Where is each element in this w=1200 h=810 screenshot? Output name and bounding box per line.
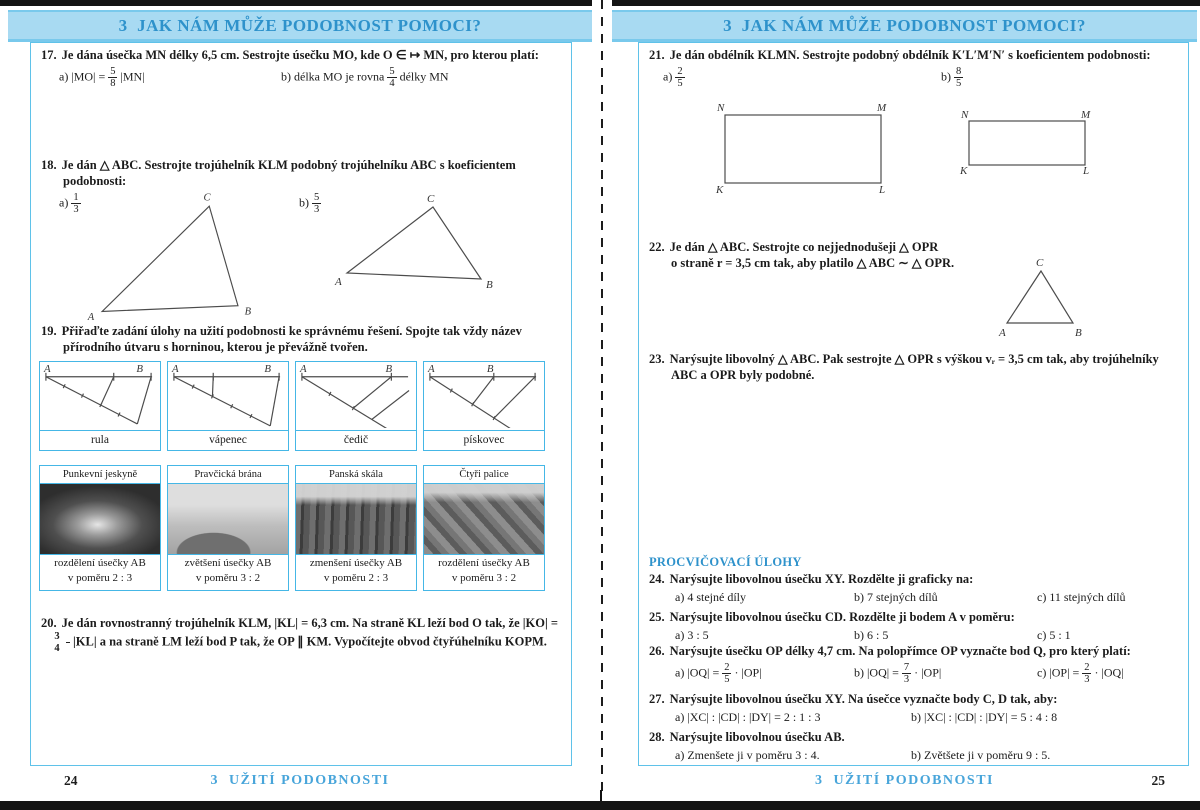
fraction-denominator: 3 [903, 674, 910, 686]
fraction-denominator: 5 [956, 78, 962, 90]
option-b [281, 66, 449, 89]
option-a [663, 66, 688, 89]
rectangle-outline [969, 121, 1085, 165]
chapter-header-title: 3 JAK NÁM MŮŽE PODOBNOST POMOCI? [118, 15, 482, 35]
option-c: c) 11 stejných dílů [1037, 590, 1126, 604]
fraction-denominator: 3 [73, 204, 79, 216]
problem-21-number: 21. [649, 48, 665, 62]
fraction [722, 662, 731, 685]
problem-26-statement [649, 643, 1180, 659]
mineral-caption: rula [40, 430, 160, 450]
option-b: b) Zvětšete ji v poměru 9 : 5. [911, 748, 1051, 762]
problem-21 [649, 47, 1180, 94]
problem-17 [41, 47, 563, 94]
fraction [312, 192, 321, 215]
left-page-footer [8, 769, 592, 793]
site-card-panska-skala [295, 465, 417, 591]
right-page [612, 10, 1197, 793]
construction-card-rula [39, 361, 161, 451]
problem-24-options [649, 590, 1180, 608]
site-card-pravcicka-brana [167, 465, 289, 591]
option-b-pre: b) [941, 69, 951, 84]
page-number: 25 [1151, 773, 1165, 788]
problem-17-statement [41, 47, 563, 63]
vertex-label-n: N [717, 102, 725, 114]
site-title: Čtyři palice [424, 466, 544, 484]
site-caption-line2: v poměru 3 : 2 [451, 572, 517, 584]
site-caption-line2: v poměru 3 : 2 [195, 572, 261, 584]
vertex-label-a: A [999, 327, 1006, 339]
vertex-label-b: B [1075, 327, 1082, 339]
page-number: 24 [64, 773, 78, 788]
option-c-pre: c) |OP| = [1037, 665, 1080, 680]
problem-23-number: 23. [649, 352, 665, 366]
option-b [299, 192, 324, 215]
option-b-pre: b) |OQ| = [854, 665, 899, 680]
site-caption-line2: v poměru 2 : 3 [323, 572, 389, 584]
vertex-label-c: C [427, 193, 435, 205]
segment-division-diagram [425, 363, 541, 427]
problem-28 [649, 729, 1180, 766]
option-a-pre: a) |OQ| = [675, 665, 720, 680]
fraction-denominator: 3 [314, 204, 320, 216]
problem-27-options [649, 710, 1180, 728]
photo-ctyri-palice [424, 484, 544, 555]
problem-22-statement-line1 [649, 239, 1180, 255]
endpoint-label-b: B [486, 363, 494, 375]
site-caption-line1: rozdělení úsečky AB [438, 557, 530, 569]
option-c [1037, 662, 1124, 685]
footer-section-title: 3 UŽITÍ PODOBNOSTI [814, 773, 995, 788]
problem-19-text: Přiřaďte zadání úlohy na užití podobnosti ke správnému řešení. Spojte tak vždy název přírodního útvaru s horninou, kterou je převážně tvořen. [61, 324, 522, 354]
problem-23 [649, 351, 1180, 383]
problem-24-text: Narýsujte libovolnou úsečku XY. Rozdělte ji graficky na: [669, 572, 974, 586]
site-card-ctyri-palice [423, 465, 545, 591]
problem-26-options [649, 662, 1180, 690]
triangle-abc-figure-22 [991, 257, 1086, 339]
option-a-post: |MN| [120, 69, 145, 84]
chapter-header-band [8, 10, 592, 42]
problem-21-options [649, 66, 1180, 94]
fraction-numerator: 3 [66, 631, 70, 643]
fraction-numerator: 2 [1084, 662, 1090, 673]
scan-top-bar-left [0, 0, 592, 6]
option-b-pre: b) [299, 195, 309, 210]
endpoint-label-a: A [43, 363, 51, 375]
fraction-denominator: 4 [54, 643, 60, 655]
chapter-header-band [612, 10, 1197, 42]
problem-25 [649, 609, 1180, 646]
site-caption-line1: zmenšení úsečky AB [309, 557, 403, 569]
option-a: a) 3 : 5 [675, 628, 709, 642]
site-title: Pravčická brána [168, 466, 288, 484]
site-caption-line2: v poměru 2 : 3 [67, 572, 133, 584]
site-caption [296, 555, 416, 588]
option-b-pre: b) délka MO je rovna [281, 69, 385, 84]
site-card-punkevni-jeskyne [39, 465, 161, 591]
problem-28-text: Narýsujte libovolnou úsečku AB. [669, 730, 845, 744]
problem-24-number: 24. [649, 572, 665, 586]
problem-27-number: 27. [649, 692, 665, 706]
problem-22-text-line2: o straně r = 3,5 cm tak, aby platilo △ ABC ∼ △ OPR. [671, 256, 955, 270]
triangle-abc-figure-small [331, 193, 496, 291]
fraction [954, 66, 963, 89]
option-b [854, 662, 941, 685]
option-a-pre: a) |MO| = [59, 69, 106, 84]
endpoint-label-b: B [136, 363, 143, 375]
option-a-pre: a) [59, 195, 69, 210]
problem-24-statement [649, 571, 1180, 587]
endpoint-label-a: A [299, 363, 307, 375]
construction-card-vapenec [167, 361, 289, 451]
problem-21-statement [649, 47, 1180, 63]
photo-pravcicka-brana [168, 484, 288, 555]
problem-27-statement [649, 691, 1180, 707]
vertex-label-k: K [716, 184, 724, 194]
problem-17-text: Je dána úsečka MN délky 6,5 cm. Sestrojte úsečku MO, kde O ∈ ↦ MN, pro kterou platí: [61, 48, 539, 62]
problem-27-text: Narýsujte libovolnou úsečku XY. Na úsečce vyznačte body C, D tak, aby: [669, 692, 1058, 706]
site-title: Panská skála [296, 466, 416, 484]
problem-22-number: 22. [649, 240, 665, 254]
problem-21-text: Je dán obdélník KLMN. Sestrojte podobný obdélník K′L′M′N′ s koeficientem podobnosti: [669, 48, 1151, 62]
right-page-content-box [638, 42, 1189, 766]
problem-18-number: 18. [41, 158, 57, 172]
page-fold-dashed-line [601, 0, 603, 792]
fraction [1082, 662, 1091, 685]
segment-division-diagram [297, 363, 413, 427]
practice-heading: PROCVIČOVACÍ ÚLOHY [649, 555, 802, 569]
photo-punkevni-jeskyne [40, 484, 160, 555]
vertex-label-n: N [961, 109, 969, 121]
problem-20-statement [41, 615, 563, 654]
problem-26 [649, 643, 1180, 690]
fraction [902, 662, 911, 685]
fraction-numerator: 8 [956, 66, 962, 77]
fraction [54, 631, 70, 655]
problem-18-text: Je dán △ ABC. Sestrojte trojúhelník KLM podobný trojúhelníku ABC s koeficientem podobnosti: [61, 158, 516, 188]
footer-section-title: 3 UŽITÍ PODOBNOSTI [210, 773, 390, 788]
option-a [675, 662, 762, 685]
problem-19-number: 19. [41, 324, 57, 338]
vertex-label-c: C [203, 192, 211, 204]
triangle-abc-figure-large [71, 189, 271, 321]
site-caption [168, 555, 288, 588]
fraction [675, 66, 684, 89]
problem-19-statement [41, 323, 563, 355]
mineral-caption: pískovec [424, 430, 544, 450]
triangle-outline [1007, 271, 1073, 323]
problem-23-statement [649, 351, 1180, 383]
problem-17-number: 17. [41, 48, 57, 62]
segment-division-diagram [169, 363, 285, 427]
rectangle-klmn-figure-small [957, 109, 1097, 175]
rectangle-outline [725, 115, 881, 183]
vertex-label-b: B [486, 279, 493, 291]
mineral-caption: vápenec [168, 430, 288, 450]
problem-22-text-line1: Je dán △ ABC. Sestrojte co nejjednodušeji △ OPR [669, 240, 939, 254]
problem-23-text: Narýsujte libovolný △ ABC. Pak sestrojte △ OPR s výškou vᵣ = 3,5 cm tak, aby trojúhelníky ABC a OPR byly podobné. [669, 352, 1159, 382]
fraction-denominator: 5 [677, 78, 683, 90]
option-b-post: · |OP| [914, 665, 942, 680]
vertex-label-a: A [335, 276, 342, 288]
construction-card-cedic [295, 361, 417, 451]
problem-22-statement-line2 [649, 255, 1180, 271]
option-c: c) 5 : 1 [1037, 628, 1071, 642]
option-b: b) |XC| : |CD| : |DY| = 5 : 4 : 8 [911, 710, 1058, 724]
vertex-label-l: L [1083, 165, 1090, 175]
endpoint-label-a: A [171, 363, 179, 375]
vertex-label-b: B [244, 306, 252, 318]
triangle-outline [102, 206, 238, 311]
endpoint-label-b: B [264, 363, 271, 375]
option-b [941, 66, 966, 89]
problem-22 [649, 239, 1180, 271]
site-caption-line1: zvětšení úsečky AB [184, 557, 272, 569]
construction-lines [46, 373, 152, 424]
vertex-label-c: C [1036, 257, 1044, 269]
mineral-caption: čedič [296, 430, 416, 450]
option-b: b) 6 : 5 [854, 628, 889, 642]
problem-20 [41, 615, 563, 654]
segment-division-diagram [41, 363, 157, 427]
scan-top-bar-right [612, 0, 1200, 6]
problem-26-number: 26. [649, 644, 665, 658]
vertex-label-a: A [87, 312, 95, 321]
fraction-denominator: 8 [110, 78, 116, 90]
endpoint-label-b: B [385, 363, 393, 375]
problem-18-statement [41, 157, 563, 189]
fraction-denominator: 5 [724, 674, 730, 686]
rectangle-klmn-figure-large [709, 99, 899, 194]
left-page-content-box [30, 42, 572, 766]
problem-25-statement [649, 609, 1180, 625]
problem-27 [649, 691, 1180, 728]
problem-20-text-post: |KL| a na straně LM leží bod P tak, že OP ∥ KM. Vypočítejte obvod čtyřúhelníku KOPM. [73, 634, 547, 649]
construction-card-piskovec [423, 361, 545, 451]
problem-24 [649, 571, 1180, 608]
fraction [387, 66, 396, 89]
problem-28-options [649, 748, 1180, 766]
construction-lines [430, 373, 536, 428]
photo-panska-skala [296, 484, 416, 555]
option-a-post: · |OP| [734, 665, 762, 680]
vertex-label-k: K [960, 165, 968, 175]
endpoint-label-a: A [427, 363, 435, 375]
triangle-outline [347, 207, 481, 279]
construction-lines [174, 373, 280, 426]
site-title: Punkevní jeskyně [40, 466, 160, 484]
problem-19 [41, 323, 563, 355]
fraction-numerator: 1 [73, 192, 79, 203]
left-page [8, 10, 592, 793]
chapter-header-title: 3 JAK NÁM MŮŽE PODOBNOST POMOCI? [723, 15, 1086, 35]
fraction-numerator: 5 [110, 66, 116, 77]
fraction-numerator: 2 [677, 66, 683, 77]
vertex-label-m: M [877, 102, 887, 114]
fraction [108, 66, 117, 89]
fraction-numerator: 2 [724, 662, 730, 673]
problem-20-text-pre: Je dán rovnostranný trojúhelník KLM, |KL| = 6,3 cm. Na straně KL leží bod O tak, že |KO| = [61, 616, 558, 630]
option-c-post: · |OQ| [1094, 665, 1124, 680]
problem-26-text: Narýsujte úsečku OP délky 4,7 cm. Na polopřímce OP vyznačte bod Q, pro který platí: [669, 644, 1131, 658]
scan-bottom-bar [0, 801, 1200, 810]
fraction-numerator: 5 [314, 192, 320, 203]
site-caption-line1: rozdělení úsečky AB [54, 557, 146, 569]
option-a-pre: a) [663, 69, 673, 84]
fraction-denominator: 4 [389, 78, 395, 90]
vertex-label-m: M [1081, 109, 1091, 121]
option-a [59, 66, 145, 89]
construction-lines [302, 373, 409, 428]
option-b-post: délky MN [399, 69, 449, 84]
vertex-label-l: L [879, 184, 886, 194]
fraction-numerator: 7 [903, 662, 910, 673]
fraction-numerator: 5 [389, 66, 395, 77]
problem-20-number: 20. [41, 616, 57, 630]
option-a: a) |XC| : |CD| : |DY| = 2 : 1 : 3 [675, 710, 821, 724]
option-a: a) Zmenšete ji v poměru 3 : 4. [675, 748, 820, 762]
right-page-footer [612, 769, 1197, 793]
site-caption [424, 555, 544, 588]
site-caption [40, 555, 160, 588]
problem-17-options [41, 66, 563, 94]
fraction-denominator: 3 [1084, 674, 1090, 686]
problem-25-number: 25. [649, 610, 665, 624]
problem-28-statement [649, 729, 1180, 745]
option-a: a) 4 stejné díly [675, 590, 746, 604]
problem-25-text: Narýsujte libovolnou úsečku CD. Rozdělte ji bodem A v poměru: [669, 610, 1015, 624]
problem-28-number: 28. [649, 730, 665, 744]
option-b: b) 7 stejných dílů [854, 590, 938, 604]
